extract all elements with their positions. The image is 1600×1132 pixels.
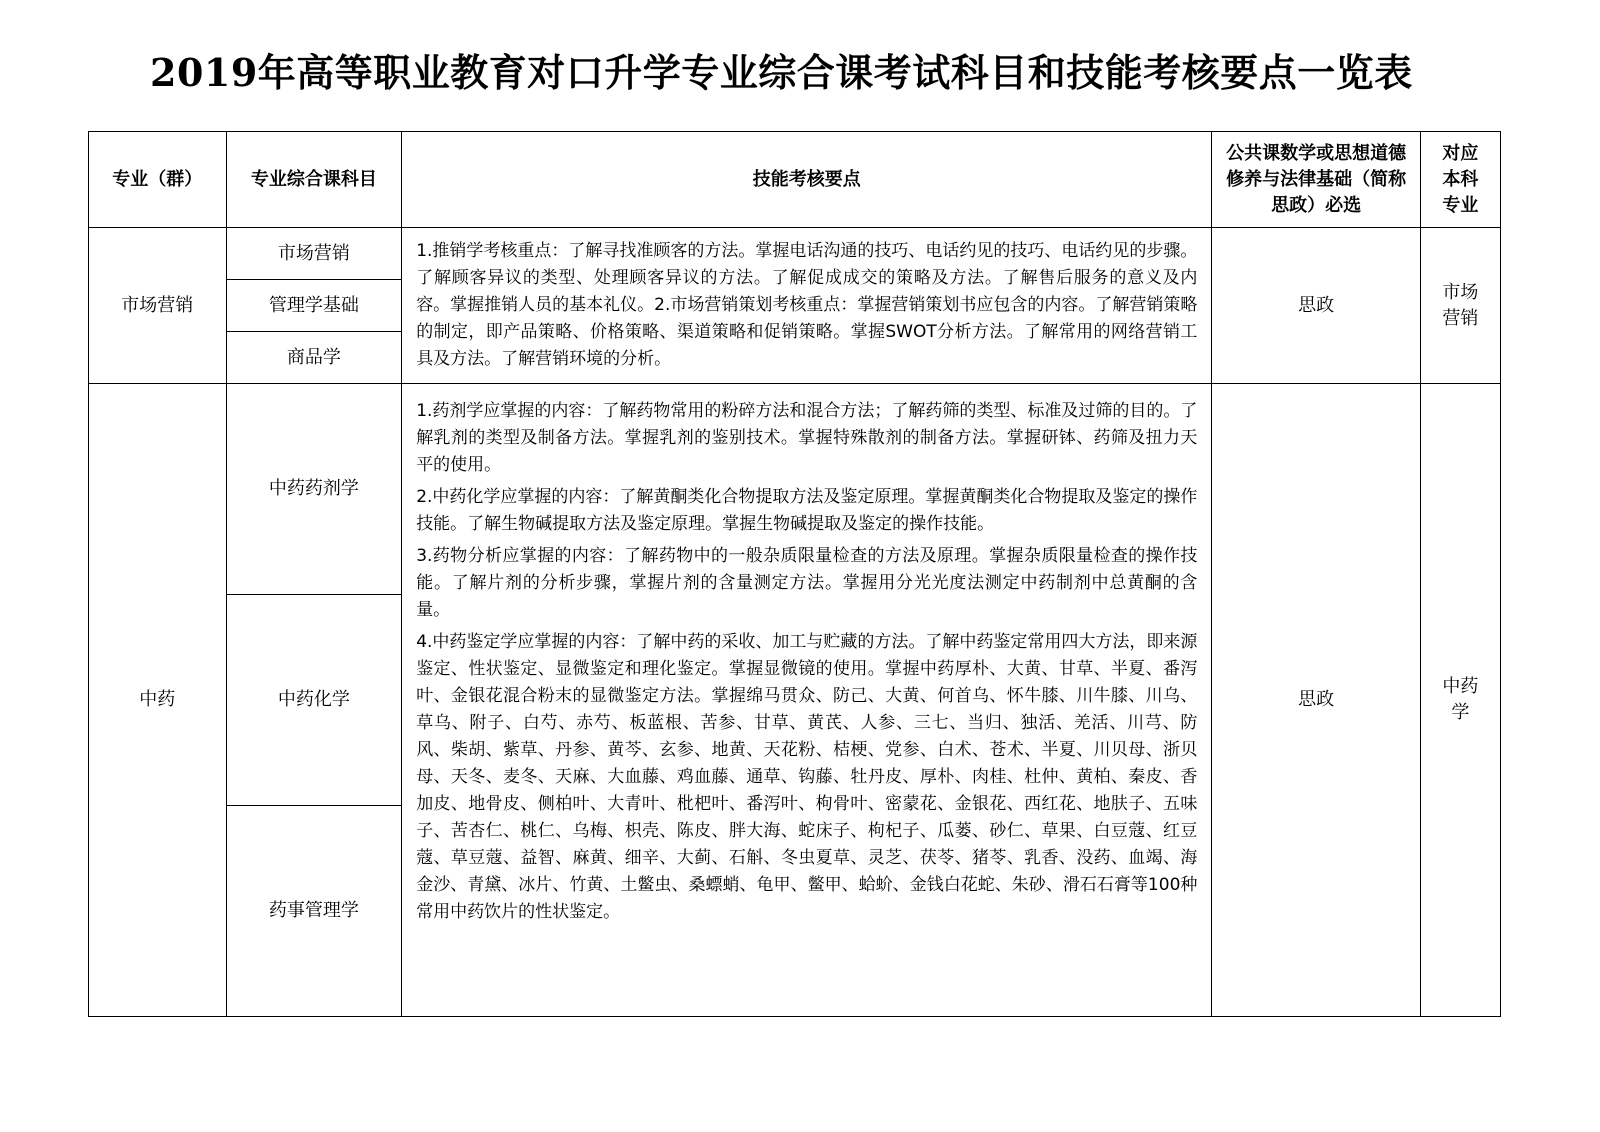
- header-target-major: 对应本科专业: [1420, 132, 1500, 228]
- header-public-course: 公共课数学或思想道德修养与法律基础（简称思政）必选: [1212, 132, 1420, 228]
- skills-paragraph: 1.药剂学应掌握的内容：了解药物常用的粉碎方法和混合方法；了解药筛的类型、标准及过筛的目的。了解乳剂的类型及制备方法。掌握乳剂的鉴别技术。掌握特殊散剂的制备方法。掌握研钵、药筛及扭力天平的使用。: [416, 401, 1198, 475]
- skills-cell: [402, 384, 1212, 1017]
- major-cell: 市场营销: [89, 228, 227, 384]
- skills-paragraph: 3.药物分析应掌握的内容：了解药物中的一般杂质限量检查的方法及原理。掌握杂质限量检查的操作技能。了解片剂的分析步骤，掌握片剂的含量测定方法。掌握用分光光度法测定中药制剂中总黄酮的含量。: [416, 546, 1198, 620]
- subject-cell: 药事管理学: [226, 806, 402, 1017]
- table-row: [89, 228, 1501, 280]
- subject-cell: 市场营销: [226, 228, 402, 280]
- table-row: [89, 384, 1501, 595]
- public-course-cell: 思政: [1212, 384, 1420, 1017]
- subject-cell: 中药药剂学: [226, 384, 402, 595]
- table-header-row: [89, 132, 1501, 228]
- major-cell: 中药: [89, 384, 227, 1017]
- header-subject: 专业综合课科目: [226, 132, 402, 228]
- header-major: 专业（群）: [89, 132, 227, 228]
- skills-paragraph: 4.中药鉴定学应掌握的内容：了解中药的采收、加工与贮藏的方法。了解中药鉴定常用四大方法，即来源鉴定、性状鉴定、显微鉴定和理化鉴定。掌握显微镜的使用。掌握中药厚朴、大黄、甘草、半夏、番泻叶、金银花混合粉末的显微鉴定方法。掌握绵马贯众、防己、大黄、何首乌、怀牛膝、川牛膝、川乌、草乌、附子、白芍、赤芍、板蓝根、苦参、甘草、黄芪、人参、三七、当归、独活、羌活、川芎、防风、柴胡、紫草、丹参、黄芩、玄参、地黄、天花粉、桔梗、党参、白术、苍术、半夏、川贝母、浙贝母、天冬、麦冬、天麻、大血藤、鸡血藤、通草、钩藤、牡丹皮、厚朴、肉桂、杜仲、黄柏、秦皮、香加皮、地骨皮、侧柏叶、大青叶、枇杷叶、番泻叶、枸骨叶、密蒙花、金银花、西红花、地肤子、五味子、苦杏仁、桃仁、乌梅、枳壳、陈皮、胖大海、蛇床子、枸杞子、瓜蒌、砂仁、草果、白豆蔻、红豆蔻、草豆蔻、益智、麻黄、细辛、大蓟、石斛、冬虫夏草、灵芝、茯苓、猪苓、乳香、没药、血竭、海金沙、青黛、冰片、竹黄、土鳖虫、桑螵蛸、龟甲、鳖甲、蛤蚧、金钱白花蛇、朱砂、滑石石膏等100种常用中药饮片的性状鉴定。: [416, 632, 1198, 922]
- public-course-cell: 思政: [1212, 228, 1420, 384]
- subject-cell: 管理学基础: [226, 280, 402, 332]
- subject-cell: 中药化学: [226, 595, 402, 806]
- skills-cell: [402, 228, 1212, 384]
- target-major-cell: 中药学: [1420, 384, 1500, 1017]
- exam-subjects-table: [88, 131, 1501, 1017]
- subject-cell: 商品学: [226, 332, 402, 384]
- target-major-cell: 市场营销: [1420, 228, 1500, 384]
- header-skills: 技能考核要点: [402, 132, 1212, 228]
- skills-paragraph: 2.中药化学应掌握的内容：了解黄酮类化合物提取方法及鉴定原理。掌握黄酮类化合物提取及鉴定的操作技能。了解生物碱提取方法及鉴定原理。掌握生物碱提取及鉴定的操作技能。: [416, 487, 1198, 534]
- page-title: 2019年高等职业教育对口升学专业综合课考试科目和技能考核要点一览表: [150, 50, 1413, 95]
- skills-text: 1.推销学考核重点：了解寻找准顾客的方法。掌握电话沟通的技巧、电话约见的技巧、电话约见的步骤。了解顾客异议的类型、处理顾客异议的方法。了解促成成交的策略及方法。了解售后服务的意义及内容。掌握推销人员的基本礼仪。2.市场营销策划考核重点：掌握营销策划书应包含的内容。了解营销策略的制定，即产品策略、价格策略、渠道策略和促销策略。掌握SWOT分析方法。了解常用的网络营销工具及方法。了解营销环境的分析。: [416, 241, 1198, 369]
